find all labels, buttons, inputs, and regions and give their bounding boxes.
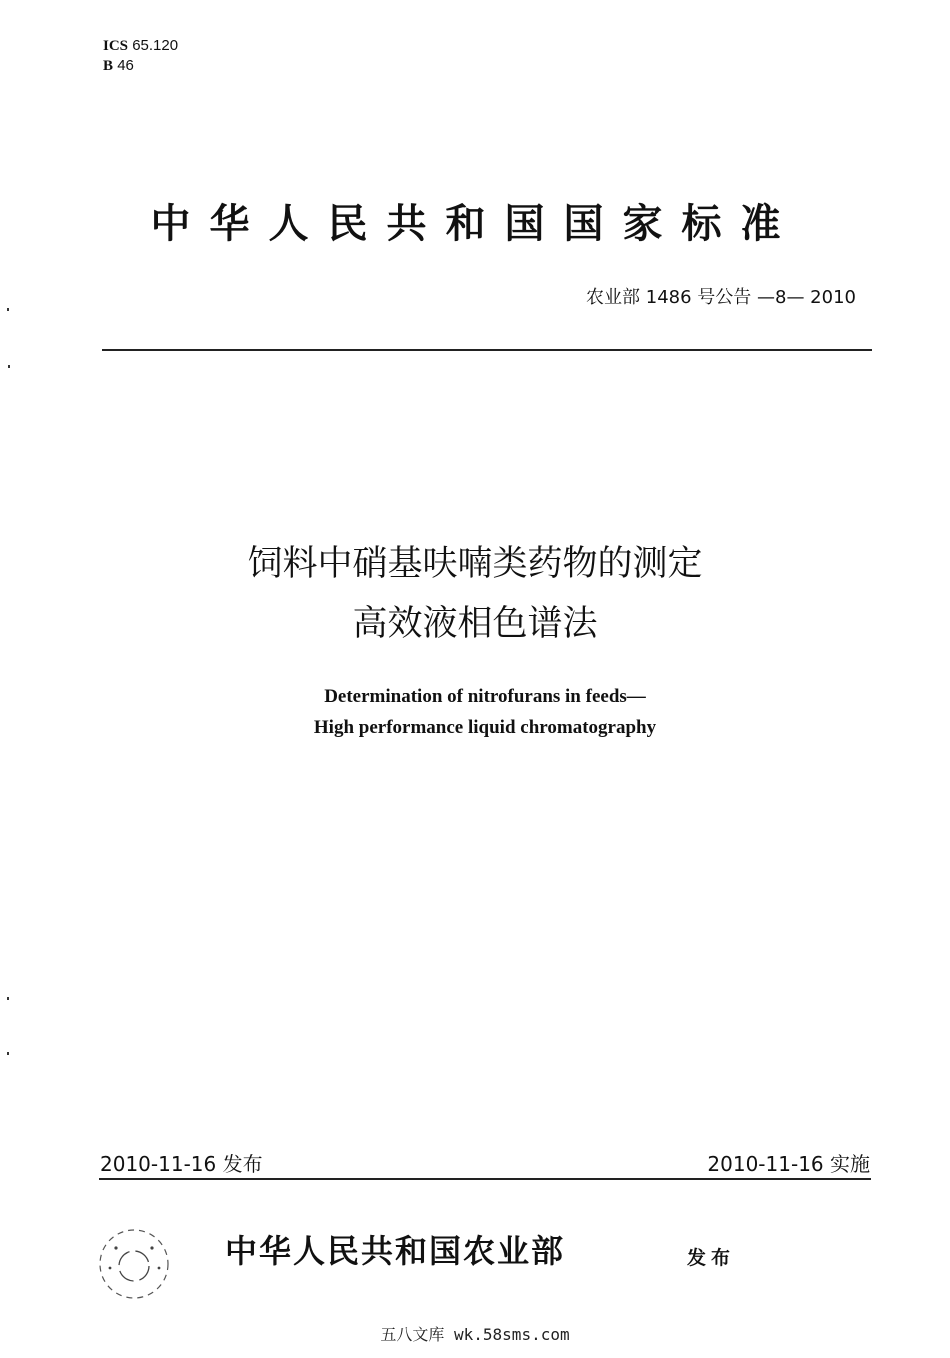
document-title-cn-line1: 饲料中硝基呋喃类药物的测定: [247, 544, 703, 584]
standard-title: 中华人民共和国国家标准: [150, 201, 800, 247]
standard-number: 农业部 1486 号公告 —8— 2010: [586, 287, 856, 308]
ics-code: 65.120: [132, 37, 179, 54]
document-title-en-line1: Determination of nitrofurans in feeds—: [324, 686, 646, 707]
implement-date: 2010-11-16 实施: [707, 1152, 870, 1176]
document-title-en-line2: High performance liquid chromatography: [313, 717, 657, 738]
class-code: 46: [117, 57, 134, 74]
ics-block: [103, 36, 178, 76]
top-divider: [102, 349, 872, 351]
class-label: B: [103, 58, 114, 74]
scan-speck: [7, 997, 9, 1000]
scan-speck: [8, 365, 10, 368]
document-title-cn-line2: 高效液相色谱法: [352, 604, 598, 644]
publisher-action: 发布: [687, 1247, 736, 1269]
ics-label: ICS: [103, 38, 129, 54]
footer-watermark: 五八文库 wk.58sms.com: [380, 1325, 570, 1344]
scan-speck: [7, 308, 9, 311]
scan-speck: [7, 1052, 9, 1055]
ministry-seal-icon: [96, 1226, 172, 1302]
issue-date: 2010-11-16 发布: [100, 1152, 263, 1176]
publisher-name: 中华人民共和国农业部: [225, 1232, 566, 1270]
bottom-divider: [99, 1178, 871, 1180]
